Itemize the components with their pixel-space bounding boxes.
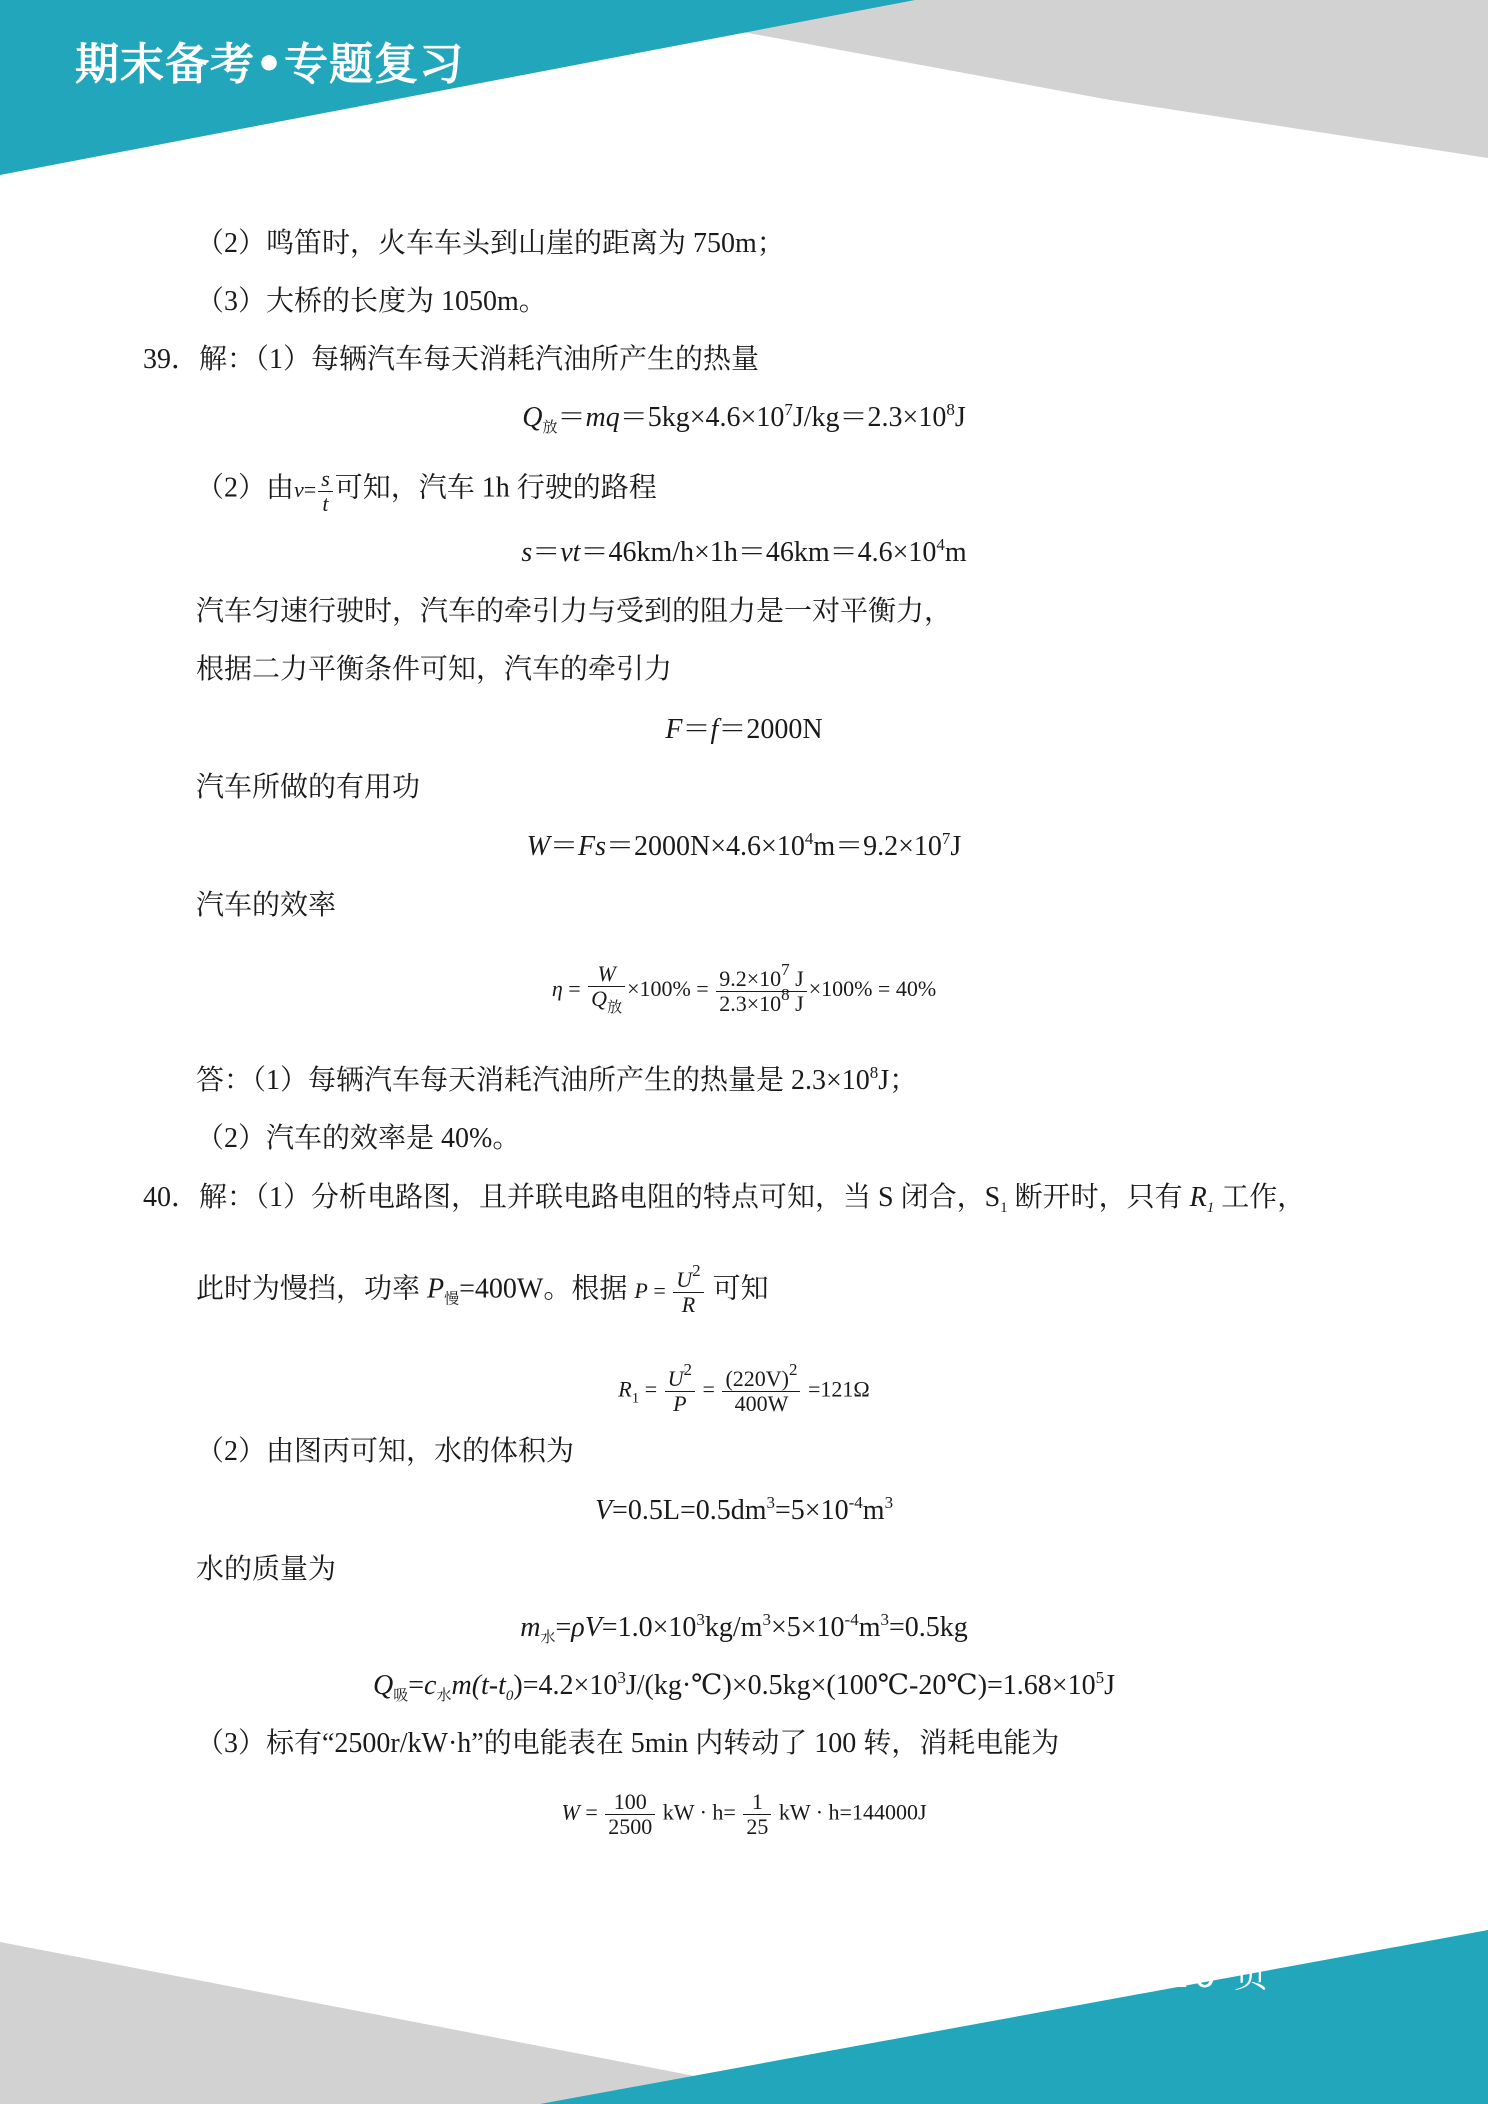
page-number: 第 16 页 xyxy=(1115,1956,1272,1996)
equation-volume: $V=0.5L=0.5dm^3=5\times 10^{-4}m^3$ xyxy=(594,1493,894,1526)
answer-conclusion: （2）汽车的效率是 40%。 xyxy=(196,1123,521,1154)
question-39-intro: 39．解：（1）每辆汽车每天消耗汽油所产生的热量 xyxy=(143,344,760,375)
equation-resistance: $R_1$ = $\frac{U^2}{P}$ = $\frac{(220V)^2}{400W}$ =121Ω xyxy=(618,1360,870,1416)
answer-line: （3）标有“2500r/kW·h”的电能表在 5min 内转动了 100 转，消耗电能为 xyxy=(196,1728,1060,1759)
answer-line: 汽车匀速行驶时，汽车的牵引力与受到的阻力是一对平衡力， xyxy=(196,596,953,627)
answer-conclusion: 答：（1）每辆汽车每天消耗汽油所产生的热量是 $2.3\times 10^8J$； xyxy=(196,1063,918,1096)
equation-electric-energy: W = $\frac{100}{2500}$ kW · h= $\frac{1}{25}$ kW · h=144000J xyxy=(561,1789,927,1839)
fraction: $\frac{U^2}{P}$ xyxy=(665,1367,695,1416)
fraction: $\frac{(220V)^2}{400W}$ xyxy=(722,1367,800,1416)
answer-line: 根据二力平衡条件可知，汽车的牵引力 xyxy=(196,654,673,685)
equation-heat-released: $Q_放=mq=5kg\times 4.6\times 10^7J/kg=2.3\times 10^8J$ xyxy=(522,400,966,436)
equation-heat-absorbed: $Q_吸=c_水m(t-t_0)=4.2\times 10^3J/(kg\cdot℃)\times 0.5kg\times(100℃-20℃)=1.68\times 10^5J$ xyxy=(372,1668,1116,1704)
answer-line: 水的质量为 xyxy=(196,1554,337,1585)
answer-line-velocity: （2）由v= $\frac{s}{t}$ 可知，汽车 1h 行驶的路程 xyxy=(196,466,657,516)
fraction: $\frac{s}{t}$ xyxy=(318,467,333,516)
equation-force: F＝f＝2000N xyxy=(665,714,823,745)
equation-efficiency: η = $\frac{W}{Q_放}$ ×100% = $\frac{9.2\times 10^7 J}{2.3\times 10^8 J}$ ×100% = 40% xyxy=(0,962,1488,1020)
answer-line: 汽车所做的有用功 xyxy=(196,772,421,803)
answer-line: 汽车的效率 xyxy=(196,890,337,921)
fraction: $\frac{1}{25}$ xyxy=(743,1790,771,1839)
fraction: $\frac{W}{Q_放}$ xyxy=(588,962,625,1020)
fraction: $\frac{100}{2500}$ xyxy=(605,1790,655,1839)
answer-line: （2）由图丙可知，水的体积为 xyxy=(196,1436,575,1467)
answer-line: （3）大桥的长度为 1050m。 xyxy=(196,286,547,317)
equation-work: $W=Fs=2000N\times 4.6\times 10^4m=9.2\times 10^7J$ xyxy=(526,829,962,862)
fraction: $\frac{U^2}{R}$ xyxy=(673,1268,703,1317)
header-title: 期末备考•专题复习 xyxy=(75,39,465,90)
equation-distance: $s=vt=46km/h\times 1h=46km=4.6\times 10^4m$ xyxy=(521,535,967,568)
equation-mass: $m_水=\rho V=1.0\times 10^3kg/m^3\times 5\times 10^{-4}m^3=0.5kg$ xyxy=(520,1610,968,1646)
answer-line-power: 此时为慢挡，功率 $P_慢=400W$。根据 P = $\frac{U^2}{R}$ 可知 xyxy=(196,1261,769,1317)
question-40-intro: 40．解：（1）分析电路图，且并联电路电阻的特点可知，当 S 闭合，$S_1$ 断开时，只有 $R_1$ 工作， xyxy=(143,1182,1306,1216)
answer-line: （2）鸣笛时，火车车头到山崖的距离为 750m； xyxy=(196,228,785,259)
fraction: $\frac{9.2\times 10^7 J}{2.3\times 10^8 J}$ xyxy=(716,967,806,1016)
